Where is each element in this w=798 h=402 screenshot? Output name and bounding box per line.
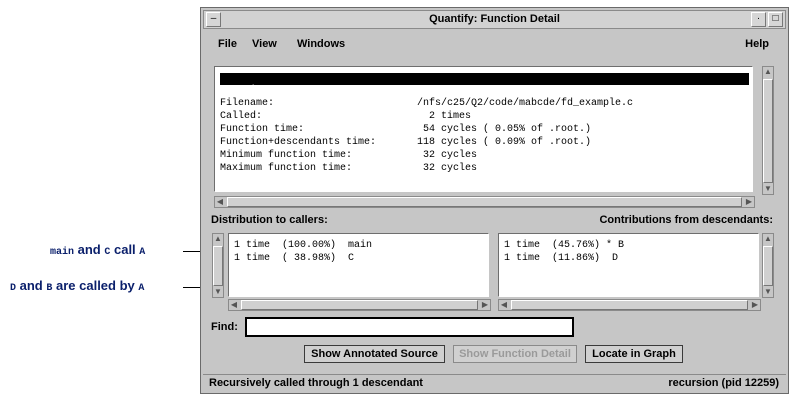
scroll-down-arrow-icon[interactable]: ▼ (214, 287, 222, 296)
detail-value: A (417, 85, 424, 96)
scroll-up-arrow-icon[interactable]: ▲ (764, 234, 772, 243)
scroll-left-arrow-icon[interactable]: ◀ (216, 197, 224, 206)
detail-row-function-name[interactable] (220, 73, 749, 96)
descendant-row-d[interactable]: 1 time (11.86%) D (504, 253, 619, 264)
detail-label: Function time: (220, 124, 305, 135)
annotation-b: B (46, 283, 53, 294)
distribution-label: Distribution to callers: (211, 214, 328, 226)
scroll-thumb[interactable] (763, 246, 773, 286)
scroll-up-arrow-icon[interactable]: ▲ (764, 67, 772, 76)
status-right-text: recursion (pid 12259) (668, 377, 779, 389)
scroll-thumb[interactable] (241, 300, 478, 310)
detail-label: Called: (220, 111, 263, 122)
scroll-left-arrow-icon[interactable]: ◀ (500, 300, 508, 309)
descendants-list[interactable] (498, 233, 759, 297)
scroll-left-arrow-icon[interactable]: ◀ (230, 300, 238, 309)
menu-bar (203, 31, 786, 53)
annotation-c: C (104, 247, 111, 258)
menu-help[interactable]: Help (745, 38, 769, 50)
detail-value: 2 times (429, 111, 472, 122)
detail-label: Filename: (220, 98, 275, 109)
maximize-icon[interactable]: □ (768, 12, 783, 27)
detail-value: 32 cycles (423, 163, 478, 174)
caller-row-main[interactable]: 1 time (100.00%) main (234, 240, 373, 251)
scroll-thumb[interactable] (213, 246, 223, 286)
annotation-a-1: A (139, 247, 146, 258)
scroll-right-arrow-icon[interactable]: ▶ (481, 300, 489, 309)
title-bar[interactable] (203, 10, 786, 29)
detail-value: 32 cycles (423, 150, 478, 161)
descendants-horizontal-scrollbar[interactable] (498, 299, 761, 311)
menu-view[interactable]: View (252, 38, 277, 50)
status-left-text: Recursively called through 1 descendant (209, 377, 423, 389)
find-label: Find: (211, 321, 238, 333)
descendants-annotation (10, 278, 144, 294)
callers-horizontal-scrollbar[interactable] (228, 299, 491, 311)
detail-label: Function name: (220, 85, 305, 96)
contributions-label: Contributions from descendants: (599, 214, 773, 226)
find-input[interactable] (245, 317, 574, 337)
scroll-thumb[interactable] (511, 300, 748, 310)
detail-value: 54 cycles ( 0.05% of .root.) (423, 124, 592, 135)
detail-label: Maximum function time: (220, 163, 353, 174)
descendants-vertical-scrollbar[interactable] (762, 233, 774, 298)
scroll-thumb[interactable] (227, 197, 742, 207)
details-horizontal-scrollbar[interactable] (214, 196, 755, 208)
menu-file[interactable]: File (218, 38, 237, 50)
detail-value: /nfs/c25/Q2/code/mabcde/fd_example.c (417, 98, 634, 109)
scroll-up-arrow-icon[interactable]: ▲ (214, 234, 222, 243)
callers-list[interactable] (228, 233, 489, 297)
function-detail-window (200, 7, 789, 394)
scroll-right-arrow-icon[interactable]: ▶ (745, 197, 753, 206)
annotation-d: D (10, 283, 17, 294)
detail-row-called (220, 99, 472, 122)
callers-annotation (50, 242, 145, 258)
detail-value: 118 cycles ( 0.09% of .root.) (417, 137, 592, 148)
menu-windows[interactable]: Windows (297, 38, 346, 50)
annotation-call: call (110, 242, 140, 257)
show-function-detail-button[interactable]: Show Function Detail (453, 345, 577, 363)
annotation-are-called-by: are called by (52, 278, 139, 293)
descendant-row-b[interactable]: 1 time (45.76%) * B (504, 240, 625, 251)
window-menu-icon[interactable]: – (206, 12, 221, 27)
detail-label: Function+descendants time: (220, 137, 377, 148)
details-vertical-scrollbar[interactable] (762, 66, 774, 195)
scroll-down-arrow-icon[interactable]: ▼ (764, 184, 772, 193)
scroll-right-arrow-icon[interactable]: ▶ (751, 300, 759, 309)
function-details-panel[interactable] (214, 66, 753, 192)
status-bar (203, 374, 786, 391)
caller-row-c[interactable]: 1 time ( 38.98%) C (234, 253, 355, 264)
locate-in-graph-button[interactable]: Locate in Graph (585, 345, 683, 363)
window-title: Quantify: Function Detail (429, 13, 560, 25)
annotation-and-2: and (16, 278, 47, 293)
detail-label: Minimum function time: (220, 150, 353, 161)
scroll-down-arrow-icon[interactable]: ▼ (764, 287, 772, 296)
minimize-icon[interactable]: · (751, 12, 766, 27)
annotation-main: main (50, 247, 75, 258)
show-annotated-source-button[interactable]: Show Annotated Source (304, 345, 445, 363)
callers-vertical-scrollbar[interactable] (212, 233, 224, 298)
scroll-thumb[interactable] (763, 79, 773, 183)
annotation-a-2: A (138, 283, 145, 294)
annotation-and-1: and (74, 242, 105, 257)
